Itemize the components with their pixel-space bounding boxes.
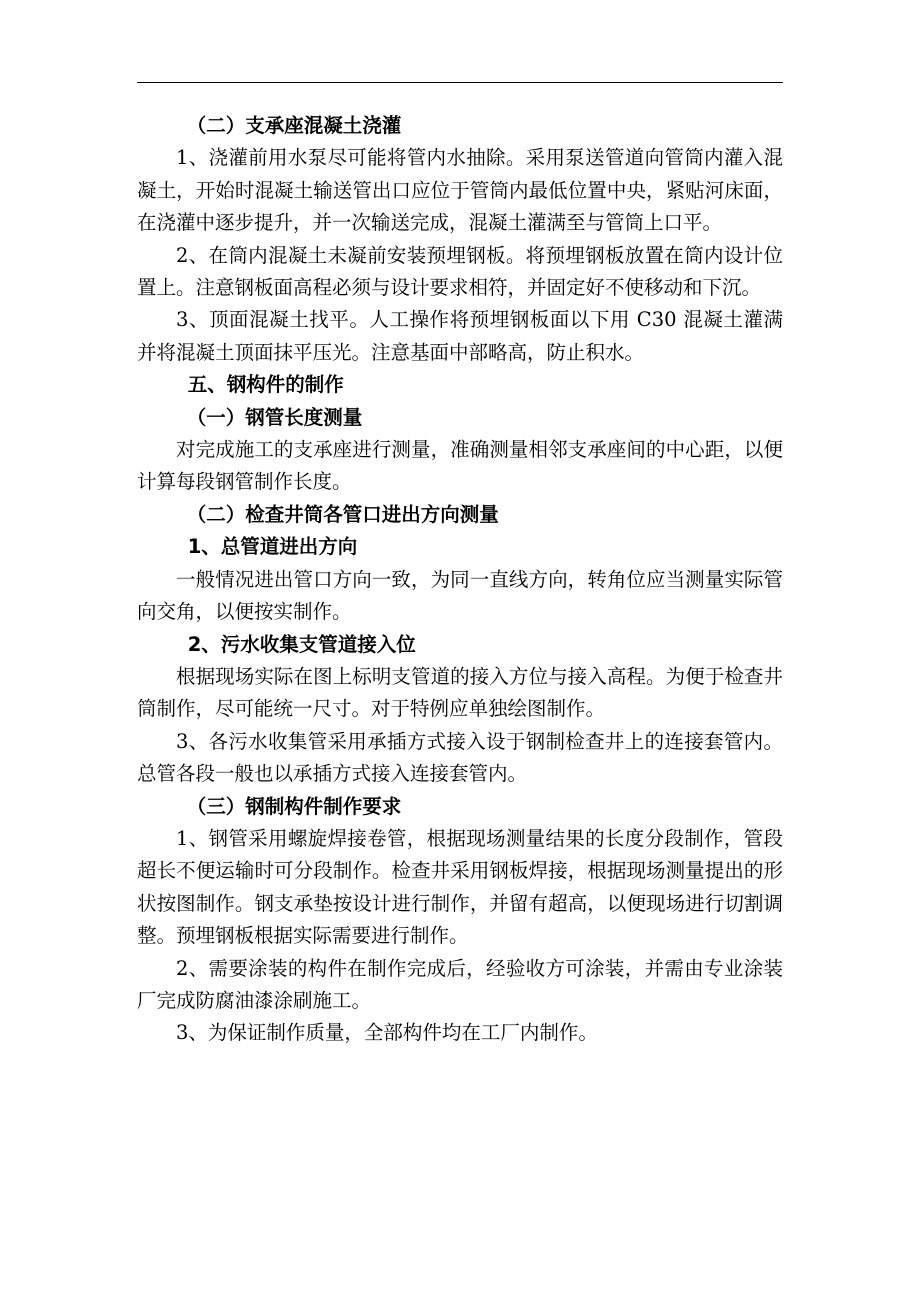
paragraph-pouring-step-3: 3、顶面混凝土找平。人工操作将预埋钢板面以下用 C30 混凝土灌满并将混凝土顶面抹平压光。注意基面中部略高，防止积水。 [137,308,783,364]
subsection-heading-pipe-length: （一）钢管长度测量 [186,405,363,429]
subsection-heading-fabrication-requirements: （三）钢制构件制作要求 [186,794,402,818]
paragraph-main-pipe-direction: 一般情况进出管口方向一致，为同一直线方向，转角位应当测量实际管向交角，以便按实制作。 [137,567,783,624]
section-heading-steel-fabrication: 五、钢构件的制作 [187,373,344,397]
paragraph-pouring-step-1: 1、浇灌前用水泵尽可能将管内水抽除。采用泵送管道向管筒内灌入混凝土，开始时混凝土输送管出口应位于管筒内最低位置中央，紧贴河床面，在浇灌中逐步提升，并一次输送完成，混凝土灌满至与管筒上口平。 [137,146,783,235]
document-body [137,110,783,1050]
paragraph-requirement-2: 2、需要涂装的构件在制作完成后，经验收方可涂装，并需由专业涂装厂完成防腐油漆涂刷施工。 [137,956,783,1012]
header-rule [137,82,783,83]
paragraph-pouring-step-2: 2、在筒内混凝土未凝前安装预埋钢板。将预埋钢板放置在筒内设计位置上。注意钢板面高程必须与设计要求相符，并固定好不使移动和下沉。 [137,243,783,300]
subsection-heading-concrete-pouring: （二）支承座混凝土浇灌 [186,114,402,137]
paragraph-requirement-3: 3、为保证制作质量，全部构件均在工厂内制作。 [176,1021,598,1045]
subsection-heading-manhole-direction: （二）检查井筒各管口进出方向测量 [186,502,499,526]
paragraph-branch-pipe-position: 根据现场实际在图上标明支管道的接入方位与接入高程。为便于检查井筒制作，尽可能统一尺寸。对于特例应单独绘图制作。 [137,664,783,721]
paragraph-pipe-length: 对完成施工的支承座进行测量，准确测量相邻支承座间的中心距，以便计算每段钢管制作长度。 [137,438,783,494]
paragraph-socket-connection: 3、各污水收集管采用承插方式接入设于钢制检查井上的连接套管内。总管各段一般也以承插方式接入连接套管内。 [137,729,783,786]
item-heading-branch-pipe-position: 2、污水收集支管道接入位 [187,632,416,656]
item-heading-main-pipe-direction: 1、总管道进出方向 [187,535,358,559]
paragraph-requirement-1: 1、钢管采用螺旋焊接卷管，根据现场测量结果的长度分段制作，管段超长不便运输时可分段制作。检查井采用钢板焊接，根据现场测量提出的形状按图制作。钢支承垫按设计进行制作，并留有超高，以便现场进行切割调整。预埋钢板根据实际需要进行制作。 [137,826,783,948]
